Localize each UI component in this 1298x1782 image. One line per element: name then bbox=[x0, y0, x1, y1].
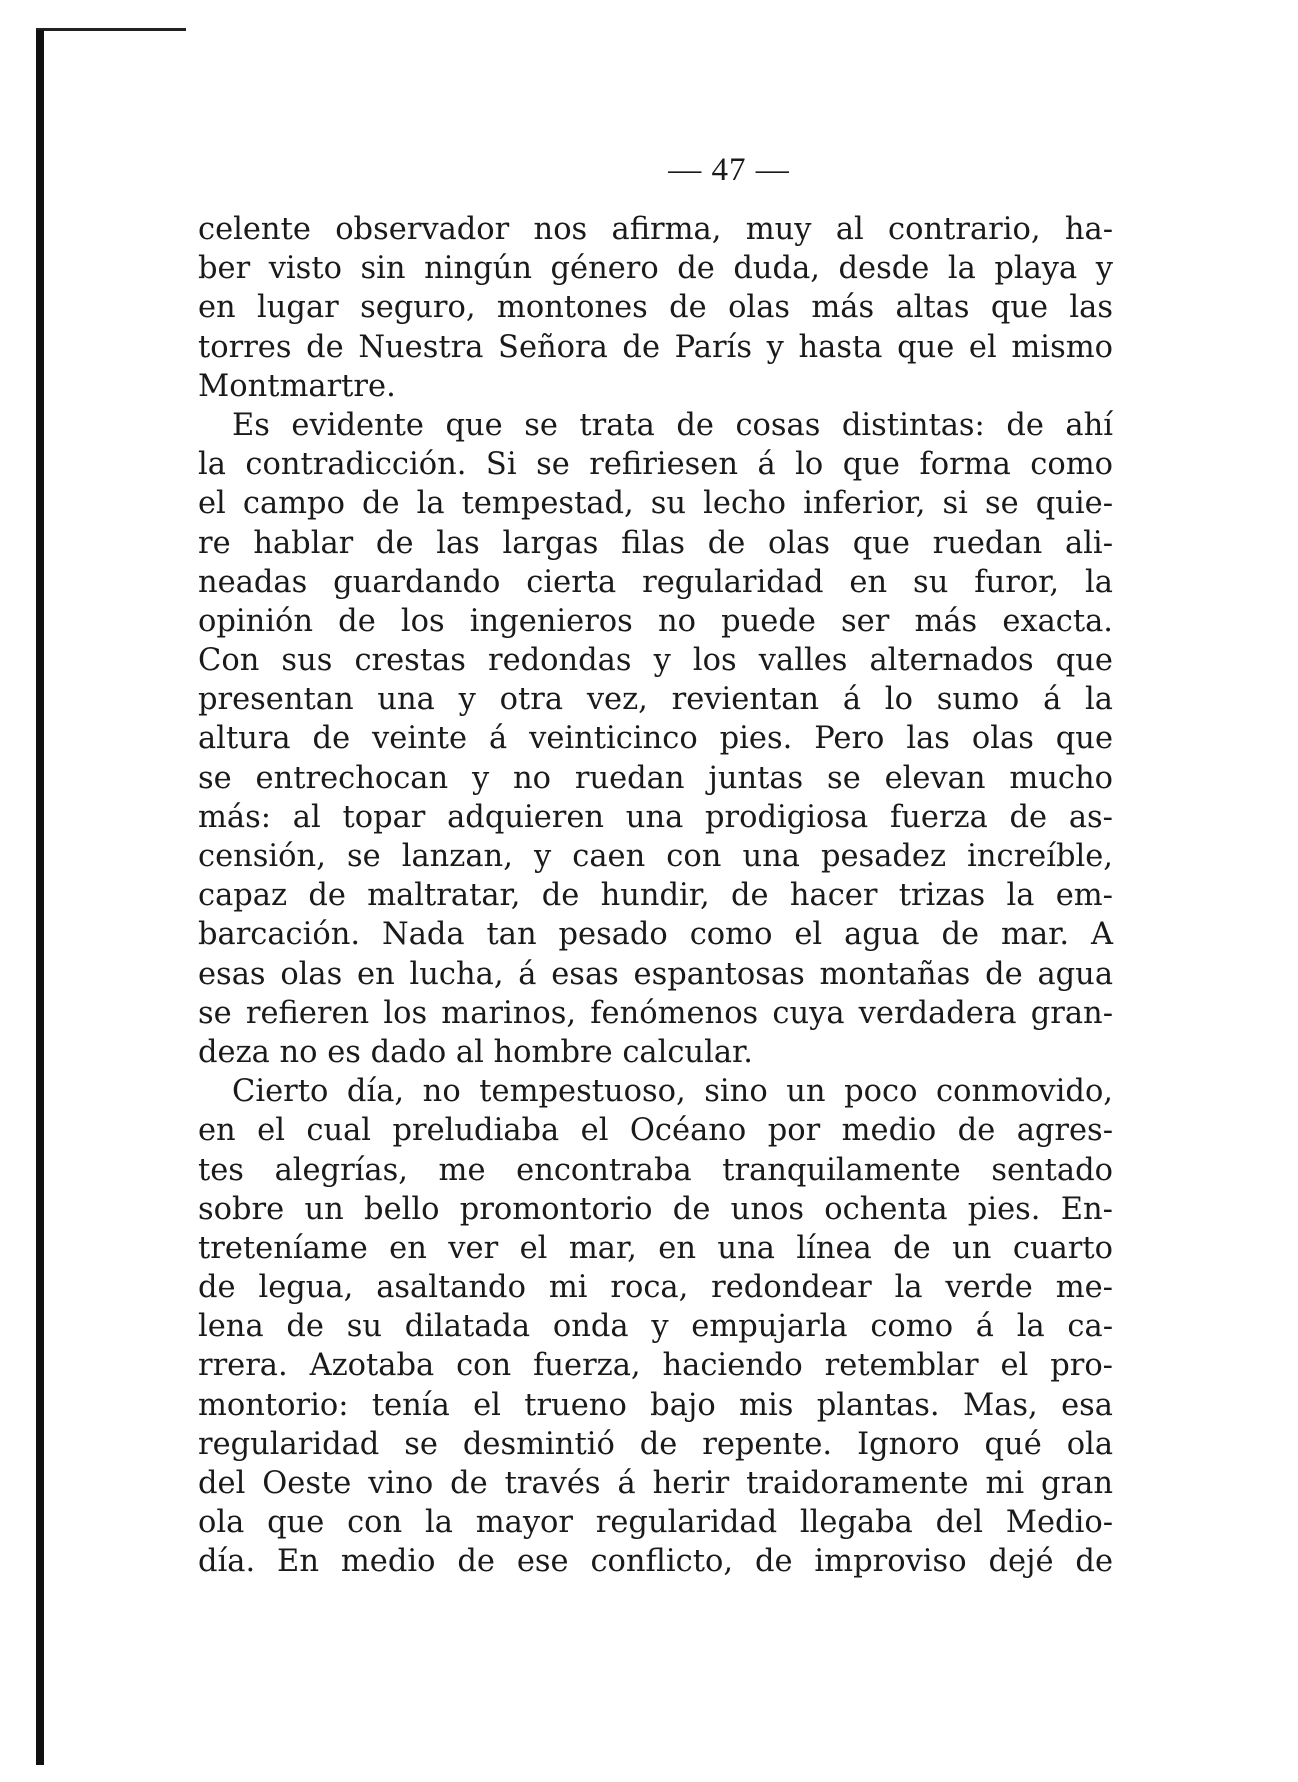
text-line: altura de veinte á veinticinco pies. Pero las olas que bbox=[198, 721, 1113, 757]
text-line: montorio: tenía el trueno bajo mis plantas. Mas, esa bbox=[198, 1387, 1113, 1423]
text-line: Es evidente que se trata de cosas distintas: de ahí bbox=[232, 407, 1113, 443]
paragraph bbox=[198, 406, 1113, 1072]
paragraph bbox=[198, 210, 1113, 406]
text-line: re hablar de las largas filas de olas que ruedan ali- bbox=[198, 525, 1113, 561]
text-line: de legua, asaltando mi roca, redondear la verde me- bbox=[198, 1270, 1113, 1306]
text-line: Con sus crestas redondas y los valles alternados que bbox=[198, 643, 1113, 679]
page-number: — 47 — bbox=[668, 152, 790, 188]
text-line: lena de su dilatada onda y empujarla como á la ca- bbox=[198, 1309, 1113, 1345]
text-line: deza no es dado al hombre calcular. bbox=[198, 1034, 753, 1070]
text-line: celente observador nos afirma, muy al contrario, ha- bbox=[198, 212, 1113, 247]
text-line: se entrechocan y no ruedan juntas se elevan mucho bbox=[198, 760, 1113, 796]
text-line: regularidad se desmintió de repente. Ignoro qué ola bbox=[198, 1426, 1113, 1462]
text-line: sobre un bello promontorio de unos ochenta pies. En- bbox=[198, 1191, 1113, 1227]
text-line: la contradicción. Si se refiriesen á lo que forma como bbox=[198, 447, 1113, 483]
text-line: rrera. Azotaba con fuerza, haciendo retemblar el pro- bbox=[198, 1348, 1113, 1384]
binding-shadow-top bbox=[36, 28, 186, 31]
text-line: barcación. Nada tan pesado como el agua de mar. A bbox=[198, 917, 1113, 953]
text-line: Cierto día, no tempestuoso, sino un poco conmovido, bbox=[232, 1074, 1113, 1110]
text-line: se refieren los marinos, fenómenos cuya verdadera gran- bbox=[198, 995, 1113, 1031]
paragraph bbox=[198, 1072, 1113, 1581]
text-line: Montmartre. bbox=[198, 368, 396, 404]
text-line: presentan una y otra vez, revientan á lo sumo á la bbox=[198, 682, 1113, 718]
text-line: censión, se lanzan, y caen con una pesadez increíble, bbox=[198, 839, 1113, 874]
text-line: ber visto sin ningún género de duda, desde la playa y bbox=[198, 251, 1113, 287]
text-line: torres de Nuestra Señora de París y hasta que el mismo bbox=[198, 329, 1113, 365]
binding-shadow-edge bbox=[36, 30, 44, 1765]
text-line: esas olas en lucha, á esas espantosas montañas de agua bbox=[198, 956, 1113, 992]
text-line: ola que con la mayor regularidad llegaba del Medio- bbox=[198, 1505, 1113, 1541]
text-line: neadas guardando cierta regularidad en su furor, la bbox=[198, 564, 1113, 600]
text-line: treteníame en ver el mar, en una línea de un cuarto bbox=[198, 1230, 1113, 1266]
text-line: el campo de la tempestad, su lecho inferior, si se quie- bbox=[198, 486, 1113, 522]
text-line: más: al topar adquieren una prodigiosa fuerza de as- bbox=[198, 799, 1113, 835]
text-line: del Oeste vino de través á herir traidoramente mi gran bbox=[198, 1466, 1113, 1501]
body-text bbox=[198, 210, 1113, 1582]
text-line: capaz de maltratar, de hundir, de hacer trizas la em- bbox=[198, 878, 1113, 914]
text-line: opinión de los ingenieros no puede ser más exacta. bbox=[198, 603, 1113, 639]
text-line: en lugar seguro, montones de olas más altas que las bbox=[198, 290, 1113, 326]
text-line: tes alegrías, me encontraba tranquilamente sentado bbox=[198, 1152, 1113, 1188]
text-line: día. En medio de ese conflicto, de improviso dejé de bbox=[198, 1544, 1113, 1580]
text-line: en el cual preludiaba el Océano por medio de agres- bbox=[198, 1113, 1113, 1149]
